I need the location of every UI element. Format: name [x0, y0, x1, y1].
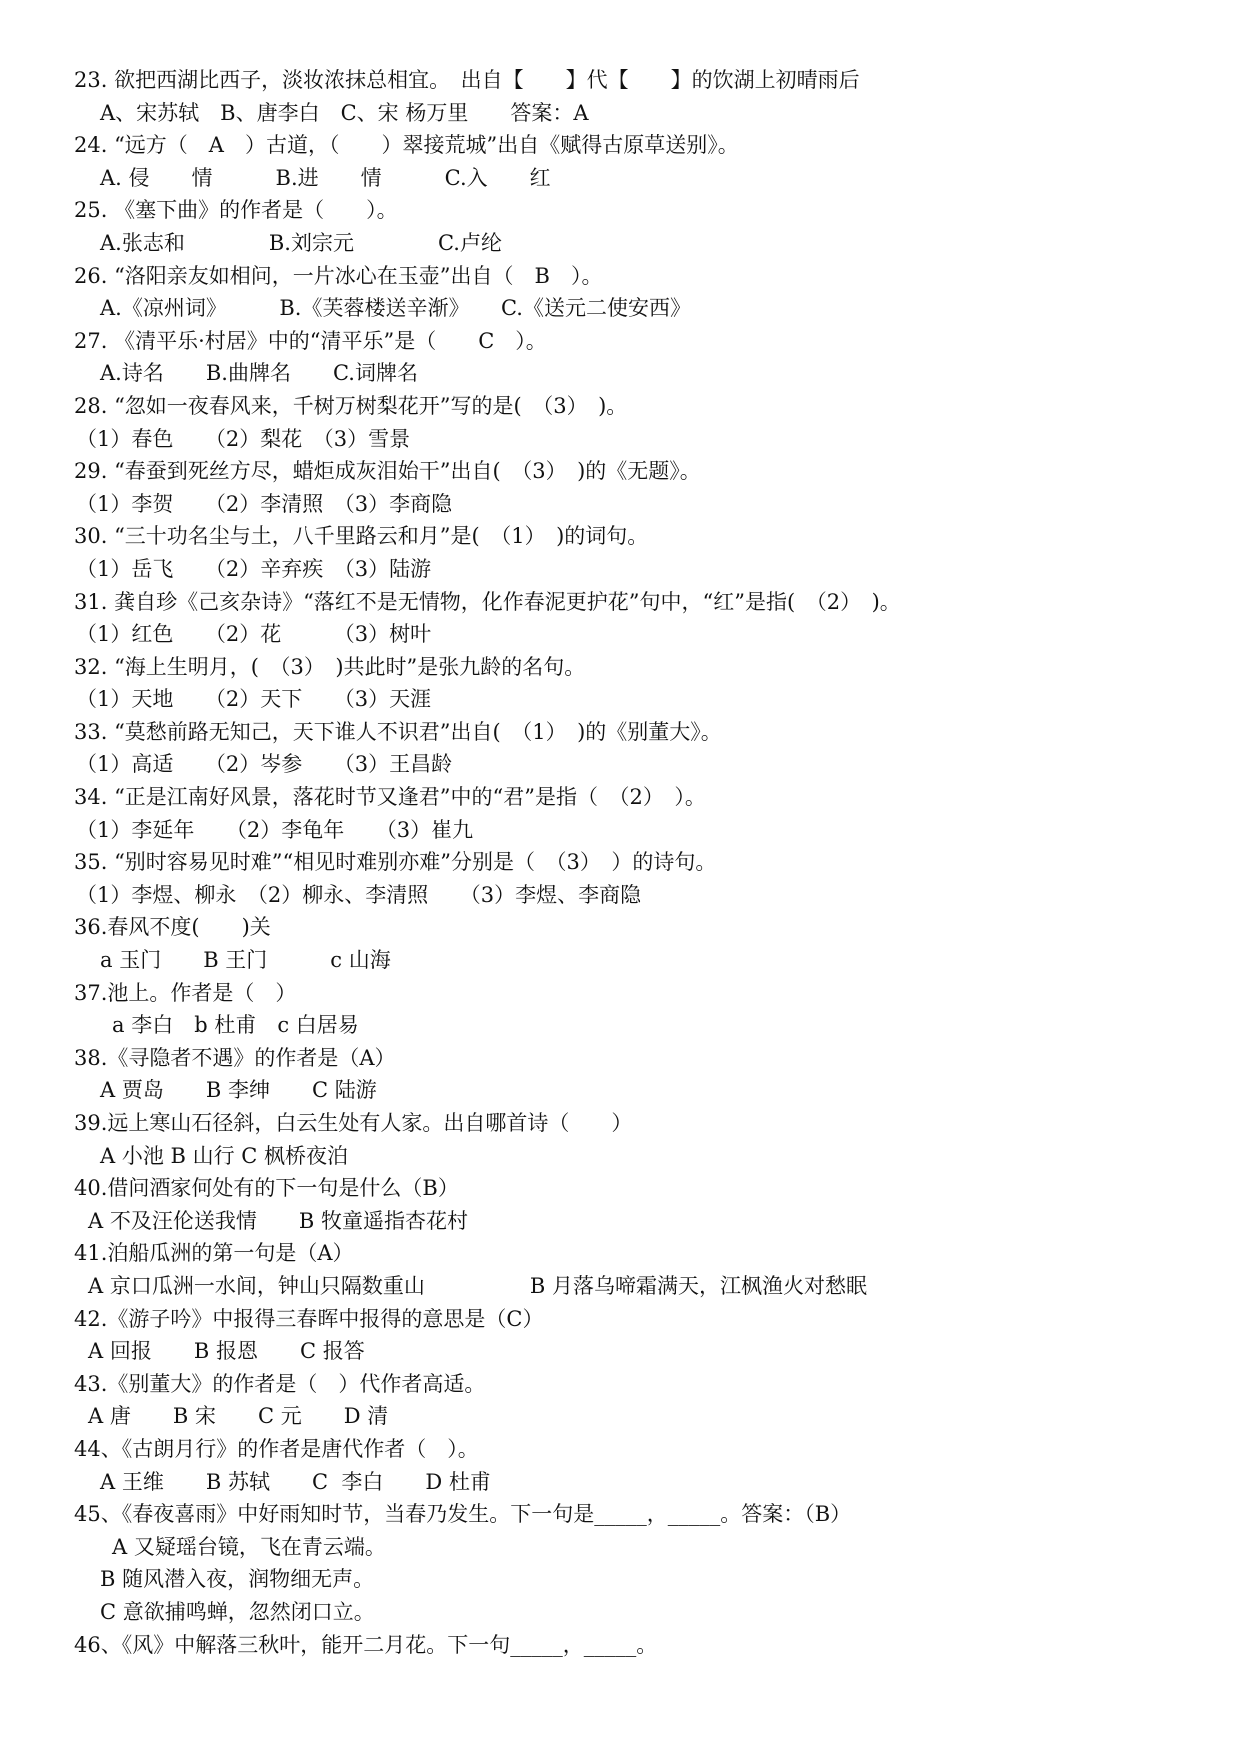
options-29: （1）李贺 （2）李清照 （3）李商隐: [76, 491, 453, 516]
question-30: 30. “三十功名尘与土，八千里路云和月”是( （1） )的词句。: [74, 524, 649, 549]
question-31: 31. 龚自珍《己亥杂诗》“落红不是无情物，化作春泥更护花”句中，“红”是指( （2） )。: [74, 589, 901, 614]
question-38: 38.《寻隐者不遇》的作者是（A）: [74, 1045, 396, 1070]
question-25: 25. 《塞下曲》的作者是（ ）。: [74, 198, 398, 223]
options-40: A 不及汪伦送我情 B 牧童遥指杏花村: [88, 1208, 468, 1233]
question-43: 43.《别董大》的作者是（ ）代作者高适。: [74, 1371, 486, 1396]
options-38: A 贾岛 B 李绅 C 陆游: [100, 1078, 377, 1103]
options-25: A.张志和 B.刘宗元 C.卢纶: [100, 230, 502, 255]
question-35: 35. “别时容易见时难”“相见时难别亦难”分别是（ （3） ）的诗句。: [74, 850, 717, 875]
question-32: 32. “海上生明月，( （3） )共此时”是张九龄的名句。: [74, 654, 586, 679]
question-26: 26. “洛阳亲友如相问，一片冰心在玉壶”出自（ B ）。: [74, 263, 603, 288]
question-34: 34. “正是江南好风景，落花时节又逢君”中的“君”是指（ （2） ）。: [74, 785, 706, 810]
options-43: A 唐 B 宋 C 元 D 清: [88, 1404, 389, 1429]
options-39: A 小池 B 山行 C 枫桥夜泊: [100, 1143, 349, 1168]
option-45-c: C 意欲捕鸣蝉，忽然闭口立。: [100, 1599, 375, 1624]
options-37: a 李白 b 杜甫 c 白居易: [112, 1013, 359, 1038]
options-32: （1）天地 （2）天下 （3）天涯: [76, 687, 432, 712]
options-27: A.诗名 B.曲牌名 C.词牌名: [100, 361, 418, 386]
options-26: A.《凉州词》 B.《芙蓉楼送辛渐》 C.《送元二使安西》: [100, 296, 691, 321]
question-42: 42.《游子吟》中报得三春晖中报得的意思是（C）: [74, 1306, 544, 1331]
question-37: 37.池上。作者是（ ）: [74, 980, 297, 1005]
question-40: 40.借问酒家何处有的下一句是什么（B）: [74, 1176, 459, 1201]
options-33: （1）高适 （2）岑参 （3）王昌龄: [76, 752, 453, 777]
question-27: 27. 《清平乐·村居》中的“清平乐”是（ C ）。: [74, 328, 547, 353]
options-23: A、宋苏轼 B、唐李白 C、宋 杨万里 答案：A: [100, 100, 589, 125]
options-42: A 回报 B 报恩 C 报答: [88, 1339, 365, 1364]
options-35: （1）李煜、柳永 （2）柳永、李清照 （3）李煜、李商隐: [76, 882, 642, 907]
question-36: 36.春风不度( )关: [74, 915, 271, 940]
options-31: （1）红色 （2）花 （3）树叶: [76, 622, 432, 647]
option-45-a: A 又疑瑶台镜，飞在青云端。: [112, 1534, 386, 1559]
question-39: 39.远上寒山石径斜，白云生处有人家。出自哪首诗（ ）: [74, 1111, 633, 1135]
options-30: （1）岳飞 （2）辛弃疾 （3）陆游: [76, 556, 432, 581]
question-29: 29. “春蚕到死丝方尽，蜡炬成灰泪始干”出自( （3） )的《无题》。: [74, 459, 701, 484]
options-24: A. 侵 情 B.进 情 C.入 红: [100, 165, 551, 190]
question-list: [0, 64, 1241, 1661]
question-23: 23. 欲把西湖比西子，淡妆浓抹总相宜。 出自【 】代【 】的饮湖上初晴雨后: [74, 68, 860, 92]
question-41: 41.泊船瓜洲的第一句是（A）: [74, 1241, 354, 1266]
question-28: 28. “忽如一夜春风来，千树万树梨花开”写的是( （3） )。: [74, 393, 628, 418]
question-33: 33. “莫愁前路无知己，天下谁人不识君”出自( （1） )的《别董大》。: [74, 719, 722, 744]
question-46: 46、《风》中解落三秋叶，能开二月花。下一句_____，_____。: [74, 1632, 658, 1657]
question-44: 44、《古朗月行》的作者是唐代作者（ ）。: [74, 1436, 479, 1461]
options-41: A 京口瓜洲一水间，钟山只隔数重山 B 月落乌啼霜满天，江枫渔火对愁眠: [88, 1273, 867, 1298]
options-34: （1）李延年 （2）李龟年 （3）崔九: [76, 817, 474, 842]
question-24: 24. “远方（ A ）古道，（ ）翠接荒城”出自《赋得古原草送别》。: [74, 133, 739, 158]
options-28: （1）春色 （2）梨花 （3）雪景: [76, 426, 411, 451]
question-45: 45、《春夜喜雨》中好雨知时节，当春乃发生。下一句是_____，_____。答案：（B）: [74, 1502, 852, 1527]
option-45-b: B 随风潜入夜，润物细无声。: [100, 1567, 375, 1592]
options-44: A 王维 B 苏轼 C 李白 D 杜甫: [100, 1469, 491, 1494]
options-36: a 玉门 B 王门 c 山海: [100, 948, 391, 973]
